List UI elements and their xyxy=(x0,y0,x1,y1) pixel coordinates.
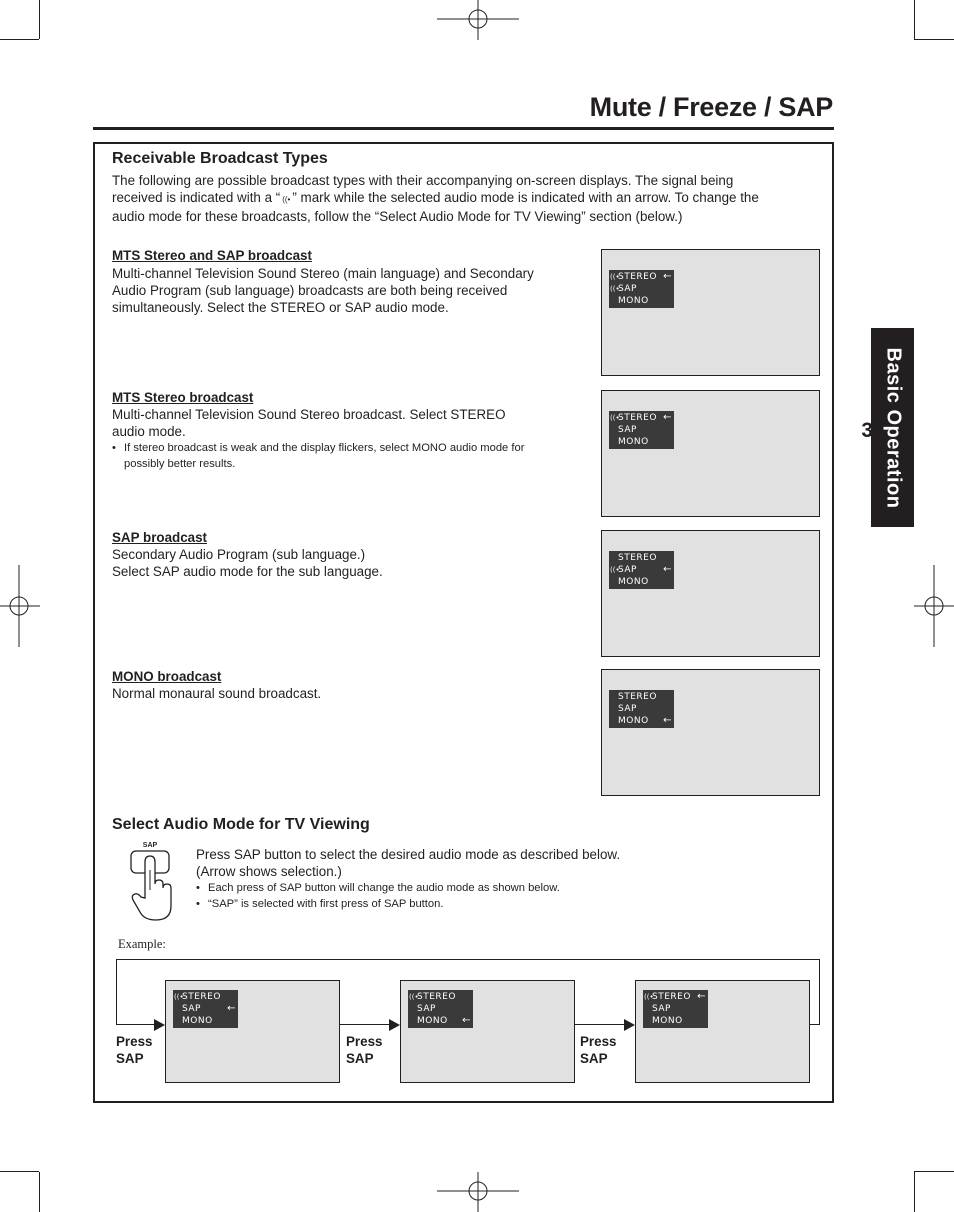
osd-option-stereo xyxy=(643,991,708,1003)
section-text: Normal monaural sound broadcast. xyxy=(112,686,322,701)
registration-mark-left xyxy=(0,565,40,647)
page-title: Mute / Freeze / SAP xyxy=(589,92,833,122)
osd-option-label: MONO xyxy=(618,577,649,587)
intro-paragraph xyxy=(112,172,822,225)
osd-option-sap xyxy=(609,283,674,295)
osd-option-mono xyxy=(609,576,674,588)
osd-option-label: MONO xyxy=(652,1016,683,1026)
section-title: MTS Stereo broadcast xyxy=(112,390,254,405)
signal-icon: ((• xyxy=(174,993,184,1001)
sap-button-label: SAP xyxy=(142,842,158,849)
selection-arrow-icon: ← xyxy=(697,991,706,1002)
osd-menu xyxy=(609,551,674,589)
selection-arrow-icon: ← xyxy=(663,564,672,575)
section-text: Multi-channel Television Sound Stereo broadcast. Select STEREO audio mode. xyxy=(112,407,506,439)
osd-option-label: STEREO xyxy=(618,692,657,702)
signal-icon: ((• xyxy=(610,566,620,574)
osd-option-label: MONO xyxy=(618,437,649,447)
flow-arrow xyxy=(389,1019,400,1031)
osd-menu xyxy=(609,411,674,449)
select-mode-bullet: • “SAP” is selected with first press of SAP button. xyxy=(196,898,444,910)
signal-icon: ((• xyxy=(644,993,654,1001)
title-rule xyxy=(93,127,834,130)
section-title: MONO broadcast xyxy=(112,669,222,684)
osd-option-stereo xyxy=(408,991,473,1003)
flow-arrow xyxy=(624,1019,635,1031)
intro-line: audio mode for these broadcasts, follow the “Select Audio Mode for TV Viewing” section (below.) xyxy=(112,209,683,224)
registration-mark-bottom xyxy=(437,1172,519,1212)
select-mode-bullet: • Each press of SAP button will change the audio mode as shown below. xyxy=(196,882,560,894)
osd-option-mono xyxy=(408,1015,473,1027)
osd-option-mono xyxy=(609,715,674,727)
osd-option-stereo xyxy=(609,552,674,564)
osd-option-label: STEREO xyxy=(652,992,691,1002)
osd-menu xyxy=(173,990,238,1028)
selection-arrow-icon: ← xyxy=(663,412,672,423)
side-tab-label: Basic Operation xyxy=(882,347,904,508)
osd-option-mono xyxy=(609,295,674,307)
signal-icon: ((• xyxy=(610,414,620,422)
flow-arrow xyxy=(154,1019,165,1031)
example-tv-screen xyxy=(400,980,575,1083)
press-sap-label: Press SAP xyxy=(580,1034,617,1066)
osd-option-label: SAP xyxy=(618,704,637,714)
osd-option-sap xyxy=(408,1003,473,1015)
osd-option-mono xyxy=(173,1015,238,1027)
osd-option-label: STEREO xyxy=(182,992,221,1002)
osd-option-label: MONO xyxy=(417,1016,448,1026)
select-mode-heading: Select Audio Mode for TV Viewing xyxy=(112,816,370,833)
osd-menu xyxy=(643,990,708,1028)
osd-option-stereo xyxy=(609,271,674,283)
osd-option-stereo xyxy=(609,412,674,424)
selection-arrow-icon: ← xyxy=(462,1015,471,1026)
intro-line: The following are possible broadcast types with their accompanying on-screen displays. The signal being xyxy=(112,173,734,188)
osd-option-sap xyxy=(609,564,674,576)
tv-screen xyxy=(601,669,820,796)
intro-line: received is indicated with a “ ((• ” mark while the selected audio mode is indicated with an arrow. To change the xyxy=(112,190,759,205)
select-mode-text: Press SAP button to select the desired audio mode as described below. (Arrow shows selection.) xyxy=(196,847,621,879)
osd-option-label: MONO xyxy=(618,716,649,726)
hand-pressing-sap-button-icon xyxy=(128,840,178,924)
osd-menu xyxy=(609,690,674,728)
example-tv-screen xyxy=(635,980,810,1083)
osd-option-mono xyxy=(643,1015,708,1027)
osd-option-label: STEREO xyxy=(618,553,657,563)
section-text: Multi-channel Television Sound Stereo (main language) and Secondary Audio Program (sub language) broadcasts are both being received simultaneously. Select the STEREO or SAP audio mode. xyxy=(112,266,534,315)
page-number: 37 xyxy=(861,419,885,442)
section-title: SAP broadcast xyxy=(112,530,208,545)
osd-option-sap xyxy=(643,1003,708,1015)
registration-mark-right xyxy=(914,565,954,647)
tv-screen xyxy=(601,249,820,376)
receivable-heading: Receivable Broadcast Types xyxy=(112,150,328,167)
osd-option-sap xyxy=(609,703,674,715)
press-sap-label: Press SAP xyxy=(346,1034,383,1066)
osd-option-sap xyxy=(609,424,674,436)
tv-screen xyxy=(601,390,820,517)
osd-option-label: MONO xyxy=(182,1016,213,1026)
osd-option-stereo xyxy=(173,991,238,1003)
osd-option-label: STEREO xyxy=(417,992,456,1002)
tv-screen xyxy=(601,530,820,657)
osd-option-mono xyxy=(609,436,674,448)
example-label: Example: xyxy=(118,937,166,951)
press-sap-label: Press SAP xyxy=(116,1034,153,1066)
osd-option-label: SAP xyxy=(652,1004,671,1014)
section-text: Secondary Audio Program (sub language.) Select SAP audio mode for the sub language. xyxy=(112,547,383,579)
selection-arrow-icon: ← xyxy=(663,715,672,726)
osd-option-label: MONO xyxy=(618,296,649,306)
section-bullet: • If stereo broadcast is weak and the display flickers, select MONO audio mode for possibly better results. xyxy=(112,442,525,470)
osd-option-label: STEREO xyxy=(618,272,657,282)
osd-menu xyxy=(609,270,674,308)
signal-icon: ((• xyxy=(282,195,291,204)
osd-menu xyxy=(408,990,473,1028)
signal-icon: ((• xyxy=(610,285,620,293)
registration-mark-top xyxy=(437,0,519,40)
osd-option-label: STEREO xyxy=(618,413,657,423)
osd-option-sap xyxy=(173,1003,238,1015)
signal-icon: ((• xyxy=(610,273,620,281)
selection-arrow-icon: ← xyxy=(663,271,672,282)
osd-option-label: SAP xyxy=(618,425,637,435)
osd-option-label: SAP xyxy=(618,284,637,294)
osd-option-label: SAP xyxy=(618,565,637,575)
osd-option-label: SAP xyxy=(182,1004,201,1014)
signal-icon: ((• xyxy=(409,993,419,1001)
section-title: MTS Stereo and SAP broadcast xyxy=(112,248,312,263)
example-tv-screen xyxy=(165,980,340,1083)
osd-option-label: SAP xyxy=(417,1004,436,1014)
osd-option-stereo xyxy=(609,691,674,703)
selection-arrow-icon: ← xyxy=(227,1003,236,1014)
